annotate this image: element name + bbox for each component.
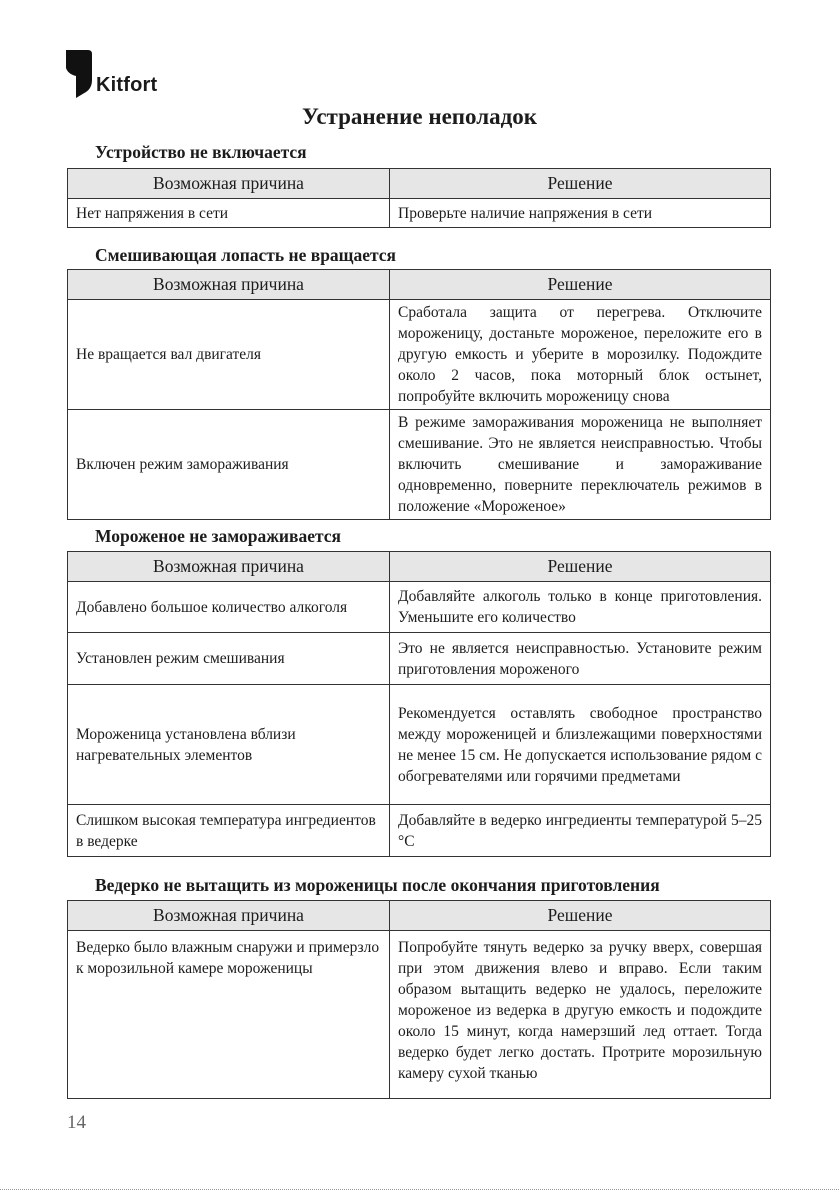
table-blade-not-rotating [67,269,771,520]
cause-cell: Включен режим замораживания [68,410,390,520]
bottom-divider [0,1189,839,1190]
table-row [68,199,771,228]
table-row [68,582,771,633]
section-title-blade-not-rotating: Смешивающая лопасть не вращается [95,245,397,265]
table-header-row [68,901,771,931]
table-row [68,300,771,410]
cause-cell: Мороженица установлена вблизи нагревательных элементов [68,685,390,805]
page-title: Устранение неполадок [301,104,538,129]
header-cause: Возможная причина [68,270,390,300]
solution-cell: Сработала защита от перегрева. Отключите мороженицу, достаньте мороженое, переложите его в другую емкость и уберите в морозилку. Подождите около 2 часов, пока моторный блок остынет, попробуйте включить мороженицу снова [390,300,771,410]
solution-cell: В режиме замораживания мороженица не выполняет смешивание. Это не является неисправностью. Чтобы включить смешивание и замораживание одновременно, поверните переключатель режимов в положение «Мороженое» [390,410,771,520]
solution-cell: Добавляйте в ведерко ингредиенты температурой 5–25 °С [390,805,771,857]
solution-cell: Проверьте наличие напряжения в сети [390,199,771,228]
table-header-row [68,270,771,300]
solution-cell: Добавляйте алкоголь только в конце приготовления. Уменьшите его количество [390,582,771,633]
cause-cell: Не вращается вал двигателя [68,300,390,410]
cause-cell: Ведерко было влажным снаружи и примерзло к морозильной камере мороженицы [68,931,390,1099]
cause-cell: Слишком высокая температура ингредиентов в ведерке [68,805,390,857]
table-not-freezing [67,551,771,857]
section-title-not-freezing: Мороженое не замораживается [95,526,341,546]
table-row [68,410,771,520]
table-row [68,685,771,805]
table-not-powering [67,168,771,228]
header-solution: Решение [390,552,771,582]
table-row [68,931,771,1099]
header-solution: Решение [390,270,771,300]
table-row [68,805,771,857]
header-cause: Возможная причина [68,552,390,582]
header-solution: Решение [390,169,771,199]
cause-cell: Установлен режим смешивания [68,633,390,685]
section-title-not-powering: Устройство не включается [95,142,307,162]
table-bucket-stuck [67,900,771,1099]
brand-name: Kitfort [96,74,158,96]
solution-cell: Это не является неисправностью. Установите режим приготовления мороженого [390,633,771,685]
section-title-bucket-stuck: Ведерко не вытащить из мороженицы после окончания приготовления [95,875,660,895]
table-header-row [68,552,771,582]
table-header-row [68,169,771,199]
header-cause: Возможная причина [68,901,390,931]
header-solution: Решение [390,901,771,931]
cause-cell: Добавлено большое количество алкоголя [68,582,390,633]
table-row [68,633,771,685]
cause-cell: Нет напряжения в сети [68,199,390,228]
header-cause: Возможная причина [68,169,390,199]
page-number: 14 [67,1112,86,1133]
solution-cell: Попробуйте тянуть ведерко за ручку вверх, совершая при этом движения влево и вправо. Если таким образом вытащить ведерко не удалось, переложите мороженое из ведерка в другую емкость и подождите около 15 минут, когда намерзший лед оттает. Тогда ведерко будет легко достать. Протрите морозильную камеру сухой тканью [390,931,771,1099]
solution-cell: Рекомендуется оставлять свободное пространство между мороженицей и близлежащими поверхностями не менее 15 см. Не допускается использование рядом с обогревателями или горячими предметами [390,685,771,805]
